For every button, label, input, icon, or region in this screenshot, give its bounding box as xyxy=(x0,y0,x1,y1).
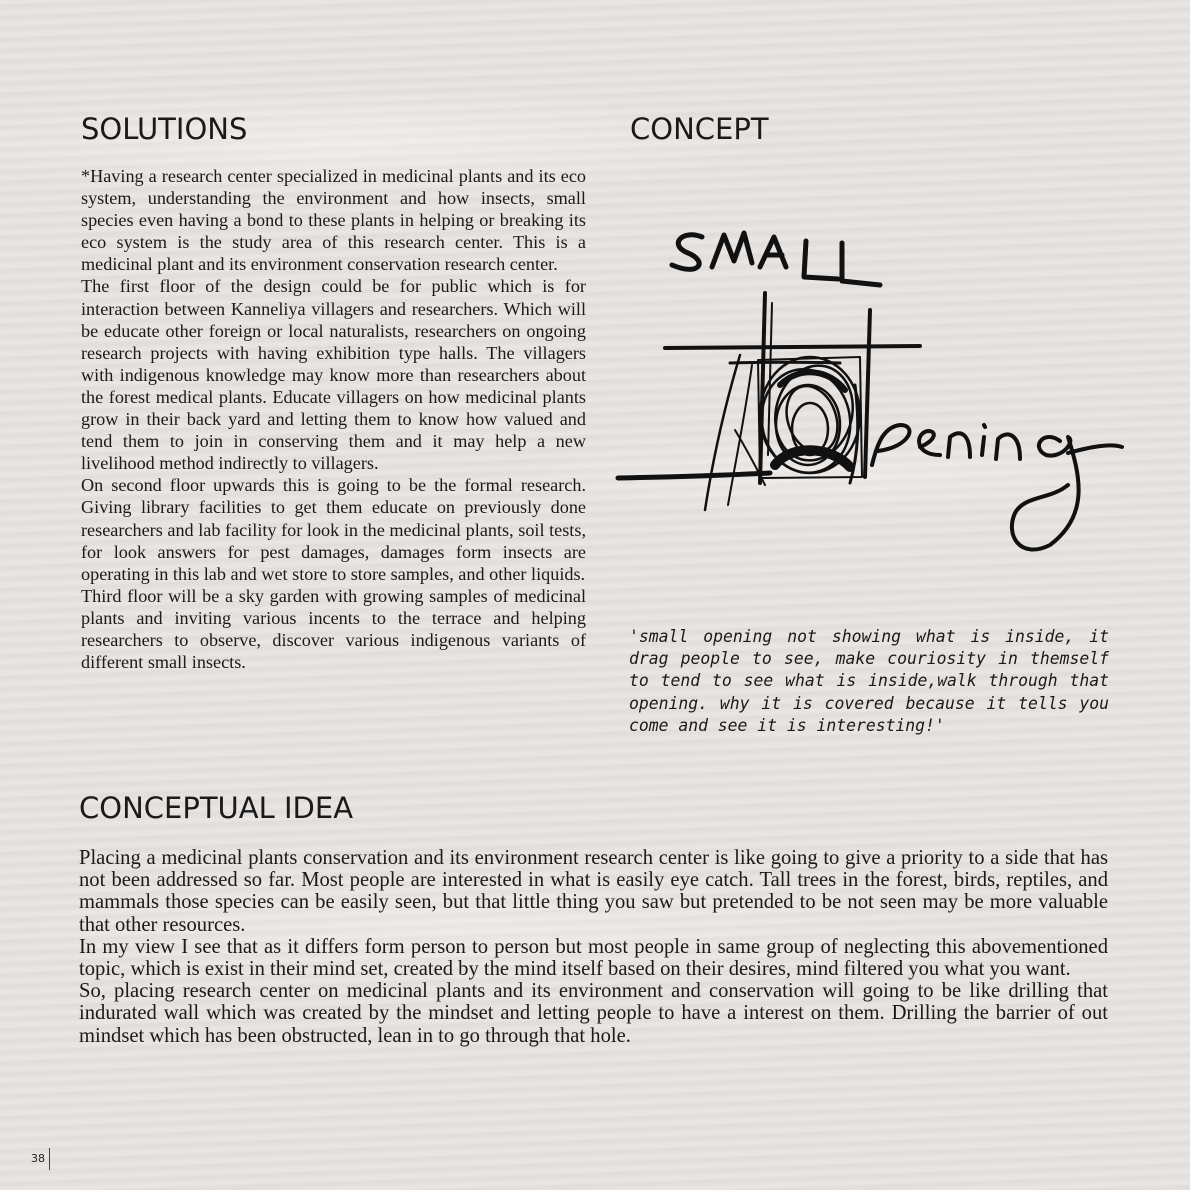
solutions-heading: SOLUTIONS xyxy=(81,112,248,146)
conceptual-idea-paragraph: Placing a medicinal plants conservation and its environment research center is like going to give a priority to a side that has not been addressed so far. Most people are interested in what is easily eye catch. Tall trees in the forest, birds, reptiles, and mammals those species can be easily seen, but that little thing you saw but pretended to be not seen may be more valuable that other resources. xyxy=(79,847,1108,936)
conceptual-idea-paragraph: In my view I see that as it differs form person to person but most people in same group of neglecting this abovementioned topic, which is exist in their mind set, created by the mind itself based on their desires, mind filtered you what you want. xyxy=(79,935,1108,981)
page-number-divider xyxy=(49,1148,50,1170)
conceptual-idea-heading: CONCEPTUAL IDEA xyxy=(79,791,354,825)
page-number: 38 xyxy=(31,1152,45,1165)
concept-heading: CONCEPT xyxy=(630,112,769,146)
concept-sketch xyxy=(610,215,1130,565)
conceptual-idea-body xyxy=(79,847,1108,1047)
solutions-body xyxy=(81,165,586,673)
solutions-paragraph: The first floor of the design could be for public which is for interaction between Kanneliya villagers and researchers. Which will be educate other foreign or local naturalists, researchers on ongoing research projects with having exhibition type halls. The villagers with indigenous knowledge may know more than researchers about the forest medical plants. Educate villagers on how medicinal plants grow in their back yard and letting them to know how valued and tend them to join in conserving them and it may help a new livelihood method indirectly to villagers. xyxy=(81,276,586,474)
concept-quote: 'small opening not showing what is inside, it drag people to see, make couriosity in themself to tend to see what is inside,walk through that opening. why it is covered because it tells you come and see it is interesting!' xyxy=(629,627,1109,735)
solutions-paragraph: On second floor upwards this is going to be the formal research. Giving library facilities to get them educate on previously done researchers and lab facility for look in the medicinal plants, soil tests, for look answers for pest damages, damages form insects are operating in this lab and wet store to store samples, and other liquids. xyxy=(81,475,586,584)
conceptual-idea-paragraph: So, placing research center on medicinal plants and its environment and conservation will going to be like drilling that indurated wall which was created by the mindset and letting people to have a interest on them. Drilling the barrier of out mindset which has been obstructed, lean in to go through that hole. xyxy=(79,980,1108,1047)
solutions-paragraph: Third floor will be a sky garden with growing samples of medicinal plants and inviting various incents to the terrace and helping researchers to observe, discover various indigenous variants of different small insects. xyxy=(81,585,586,673)
solutions-paragraph: *Having a research center specialized in medicinal plants and its eco system, understanding the environment and how insects, small species even having a bond to these plants in helping or breaking its eco system is the study area of this research center. This is a medicinal plant and its environment conservation research center. xyxy=(81,166,586,275)
